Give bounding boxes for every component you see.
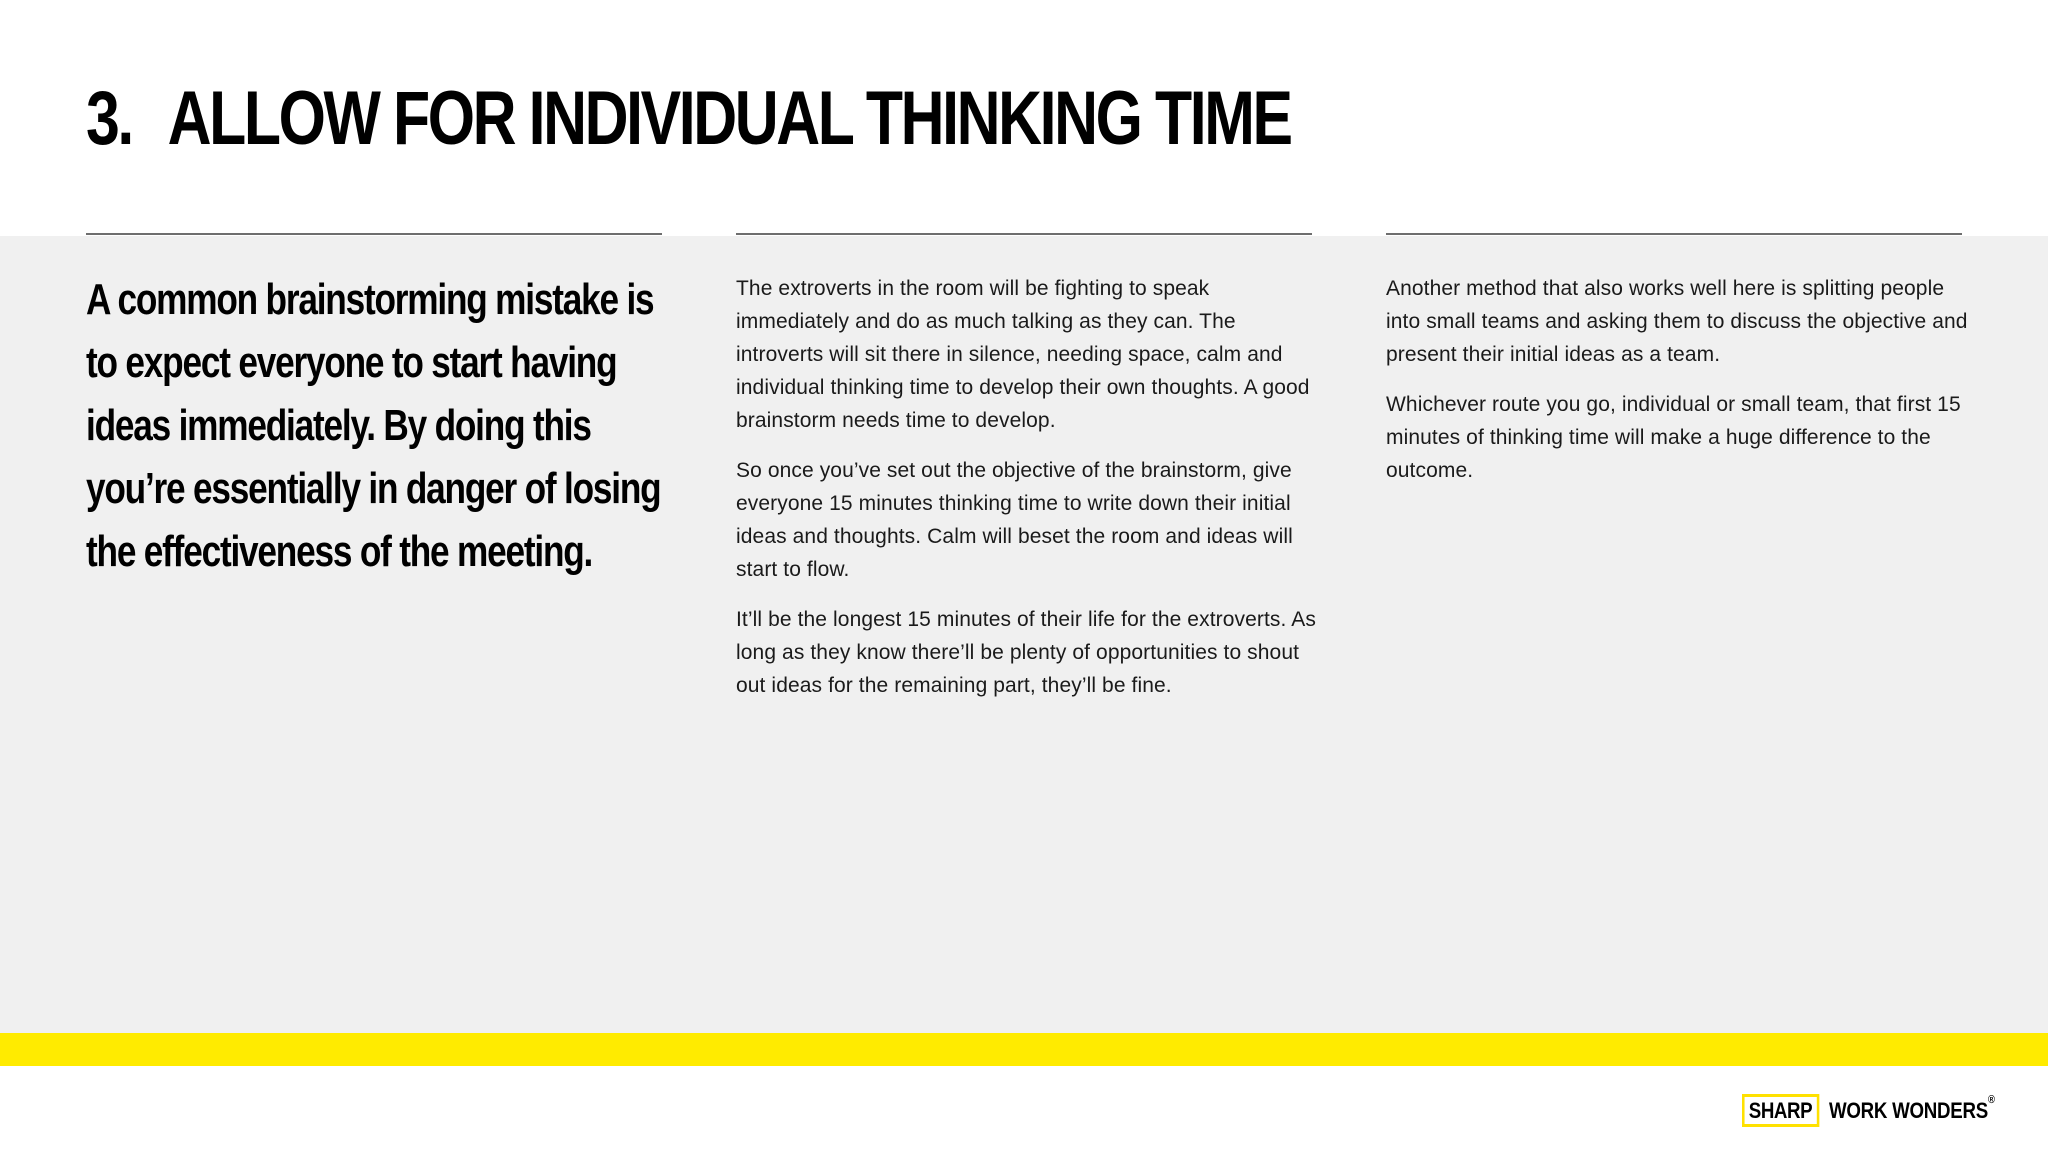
accent-bar bbox=[0, 1033, 2048, 1066]
brand-logo bbox=[1742, 1094, 2023, 1127]
section-number: 3. bbox=[86, 76, 132, 161]
right-column bbox=[1386, 272, 1971, 504]
body-paragraph: So once you’ve set out the objective of the brainstorm, give everyone 15 minutes thinking time to write down their initial ideas and thoughts. Calm will beset the room and ideas will start to flow. bbox=[736, 459, 1293, 581]
column-divider-right bbox=[1386, 233, 1962, 235]
slide-footer bbox=[0, 1066, 2048, 1152]
lead-statement: A common brainstorming mistake is to expect everyone to start having ideas immediately. By doing this you’re essentially in danger of losing the effectiveness of the meeting. bbox=[86, 275, 661, 576]
body-paragraph: It’ll be the longest 15 minutes of their life for the extroverts. As long as they know there’ll be plenty of opportunities to shout out ideas for the remaining part, they’ll be fine. bbox=[736, 608, 1316, 697]
middle-column bbox=[736, 272, 1321, 719]
page-title bbox=[86, 74, 1291, 164]
body-paragraph: Whichever route you go, individual or small team, that first 15 minutes of thinking time will make a huge difference to the outcome. bbox=[1386, 393, 1961, 482]
left-column bbox=[86, 268, 671, 583]
logo-tagline bbox=[1828, 1093, 1995, 1124]
section-title: ALLOW FOR INDIVIDUAL THINKING TIME bbox=[167, 76, 1291, 161]
body-paragraph: Another method that also works well here is splitting people into small teams and asking them to discuss the objective and present their initial ideas as a team. bbox=[1386, 277, 1968, 366]
slide-header bbox=[0, 0, 2048, 236]
column-divider-middle bbox=[736, 233, 1312, 235]
registered-mark: ® bbox=[1987, 1093, 1995, 1106]
column-divider-left bbox=[86, 233, 662, 235]
logo-brand-box: SHARP bbox=[1742, 1094, 1819, 1127]
body-paragraph: The extroverts in the room will be fighting to speak immediately and do as much talking as they can. The introverts will sit there in silence, needing space, calm and individual thinking time to develop their own thoughts. A good brainstorm needs time to develop. bbox=[736, 277, 1310, 432]
logo-tagline-text: WORK WONDERS bbox=[1828, 1097, 1988, 1123]
